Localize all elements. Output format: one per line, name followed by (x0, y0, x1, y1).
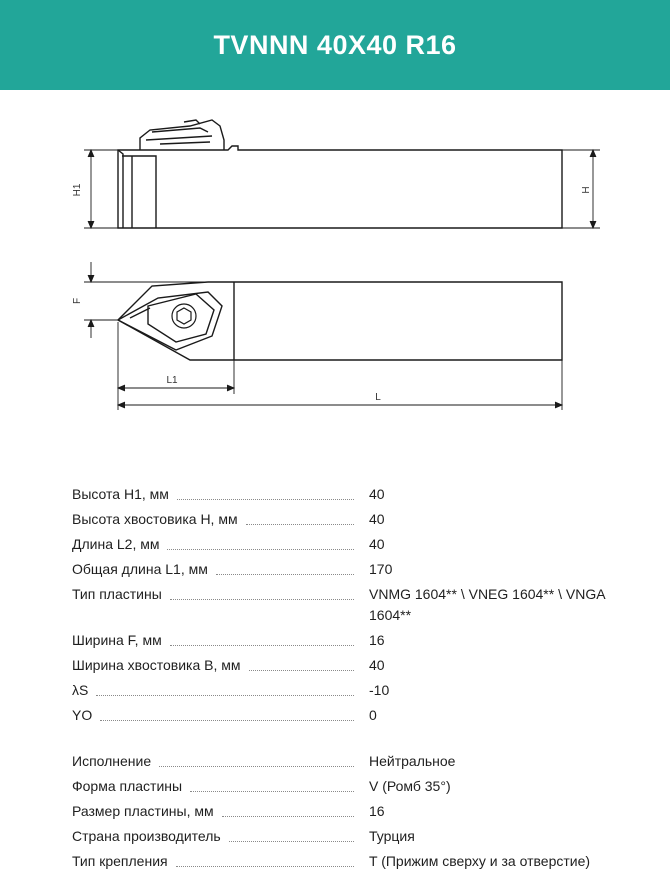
spec-row (72, 705, 632, 726)
clamp-screw (172, 304, 196, 328)
label-h: H (581, 186, 592, 194)
spec-row (72, 801, 632, 822)
spec-label: YO (72, 707, 93, 723)
side-view-clamp (140, 120, 224, 150)
label-f: F (72, 297, 83, 305)
spec-label: Тип пластины (72, 586, 162, 602)
side-view-body (118, 146, 562, 228)
technical-drawing (0, 110, 670, 430)
spec-value: -10 (369, 682, 390, 698)
spec-row (72, 559, 632, 580)
spec-row (72, 534, 632, 555)
label-l: L (375, 392, 381, 403)
spec-value: 0 (369, 707, 377, 723)
spec-row (72, 509, 632, 530)
label-l1: L1 (166, 375, 178, 386)
spec-value: T (Прижим сверху и за отверстие) (369, 853, 591, 869)
page-header (0, 0, 670, 90)
spec-value: Турция (369, 828, 415, 844)
spec-label: Исполнение (72, 753, 152, 769)
spec-label: λS (72, 682, 89, 698)
spec-row (72, 484, 632, 505)
spec-value: 170 (369, 561, 393, 577)
spec-label: Ширина хвостовика B, мм (72, 657, 241, 673)
spec-row (72, 826, 632, 847)
spec-row (72, 680, 632, 701)
spec-row (72, 655, 632, 676)
specifications-table (72, 484, 632, 876)
spec-label: Ширина F, мм (72, 632, 162, 648)
side-view-insert (118, 150, 123, 228)
dimension-l (118, 360, 562, 410)
top-view-body (208, 282, 562, 360)
spec-label: Высота хвостовика H, мм (72, 511, 238, 527)
spec-value: VNMG 1604** \ VNEG 1604** \ VNGA 1604** (369, 586, 605, 623)
label-h1: H1 (72, 183, 83, 197)
spec-value: 40 (369, 536, 385, 552)
spec-value: 40 (369, 657, 385, 673)
spec-row (72, 851, 632, 872)
spec-value: 40 (369, 511, 385, 527)
spec-row (72, 776, 632, 797)
spec-value: 40 (369, 486, 385, 502)
spec-row (72, 630, 632, 651)
spec-label: Тип крепления (72, 853, 168, 869)
page-title: TVNNN 40X40 R16 (213, 29, 457, 60)
spec-value: 16 (369, 803, 385, 819)
dimension-h1 (84, 150, 118, 228)
spec-value: Нейтральное (369, 753, 456, 769)
spec-label: Страна производитель (72, 828, 221, 844)
spec-row (72, 751, 632, 772)
spec-value: 16 (369, 632, 385, 648)
spec-value: V (Ромб 35°) (369, 778, 451, 794)
spec-label: Форма пластины (72, 778, 183, 794)
spec-row (72, 584, 632, 626)
dimension-l1 (118, 322, 234, 410)
spec-label: Размер пластины, мм (72, 803, 214, 819)
spec-label: Высота H1, мм (72, 486, 169, 502)
spec-label: Общая длина L1, мм (72, 561, 208, 577)
spec-label: Длина L2, мм (72, 536, 160, 552)
